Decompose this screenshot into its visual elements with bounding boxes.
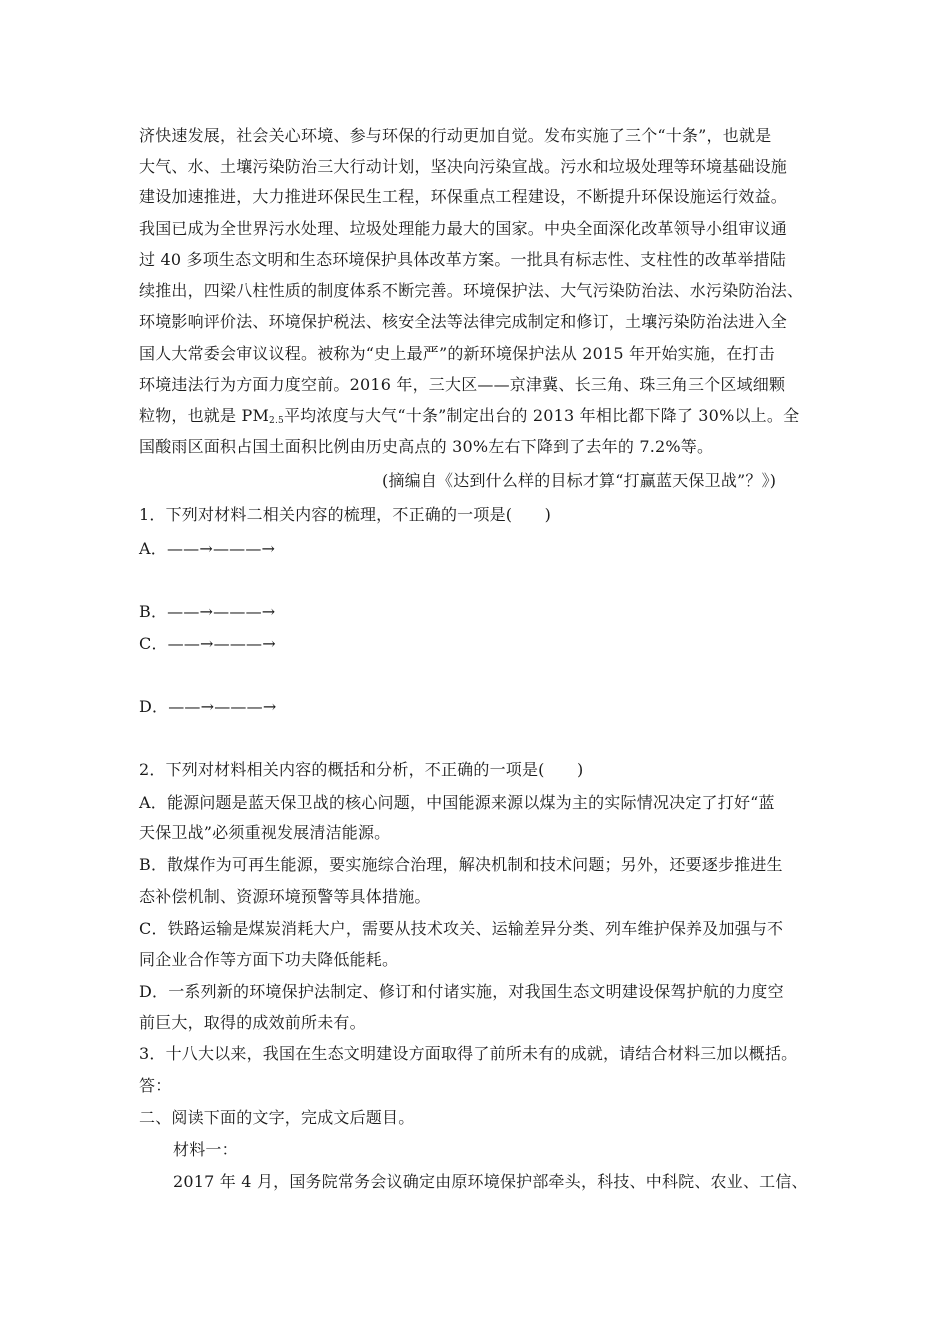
passage-line: 国人大常委会审议议程。被称为“史上最严”的新环境保护法从 2015 年开始实施，在打击 xyxy=(139,344,775,363)
passage-line: 环境违法行为方面力度空前。2016 年，三大区——京津冀、长三角、珠三角三个区域细颗 xyxy=(139,375,786,394)
material-1-label: 材料一： xyxy=(173,1140,238,1159)
q1-option-a: A．——→———→ xyxy=(139,539,276,558)
q2-option-c: C．铁路运输是煤炭消耗大户，需要从技术攻关、运输差异分类、列车维护保养及加强与不 xyxy=(139,919,784,938)
passage-line: 国酸雨区面积占国土面积比例由历史高点的 30%左右下降到了去年的 7.2%等。 xyxy=(139,437,714,456)
passage-line: 我国已成为全世界污水处理、垃圾处理能力最大的国家。中央全面深化改革领导小组审议通 xyxy=(139,219,788,238)
q1-option-c: C．——→———→ xyxy=(139,634,276,653)
passage-line: 环境影响评价法、环境保护税法、核安全法等法律完成制定和修订，土壤污染防治法进入全 xyxy=(139,312,788,331)
passage-line: 建设加速推进，大力推进环保民生工程，环保重点工程建设，不断提升环保设施运行效益。 xyxy=(139,187,788,206)
q1-option-b: B．——→———→ xyxy=(139,602,276,621)
passage-line: 大气、水、土壤污染防治三大行动计划，坚决向污染宣战。污水和垃圾处理等环境基础设施 xyxy=(139,157,788,176)
question-3-stem: 3．十八大以来，我国在生态文明建设方面取得了前所未有的成就，请结合材料三加以概括。 xyxy=(139,1044,798,1063)
pm-text-before: 粒物，也就是 PM xyxy=(139,406,270,425)
q2-option-d-cont: 前巨大，取得的成效前所未有。 xyxy=(139,1013,366,1032)
q1-option-d: D．——→———→ xyxy=(139,697,277,716)
passage-line: 济快速发展，社会关心环境、参与环保的行动更加自觉。发布实施了三个“十条”，也就是 xyxy=(139,126,772,145)
pm-subscript: 2.5 xyxy=(269,416,284,426)
material-1-first-line: 2017 年 4 月，国务院常务会议确定由原环境保护部牵头，科技、中科院、农业、工信、 xyxy=(173,1172,808,1191)
q2-option-a: A．能源问题是蓝天保卫战的核心问题，中国能源来源以煤为主的实际情况决定了打好“蓝 xyxy=(139,793,775,812)
q2-option-c-cont: 同企业合作等方面下功夫降低能耗。 xyxy=(139,950,399,969)
pm-text-after: 平均浓度与大气“十条”制定出台的 2013 年相比都下降了 30%以上。全 xyxy=(283,406,800,425)
section-2-heading: 二、阅读下面的文字，完成文后题目。 xyxy=(139,1108,415,1127)
passage-line-pm xyxy=(139,405,799,432)
question-1-stem: 1．下列对材料二相关内容的梳理，不正确的一项是( ) xyxy=(139,505,552,524)
q2-option-d: D．一系列新的环境保护法制定、修订和付诸实施，对我国生态文明建设保驾护航的力度空 xyxy=(139,982,784,1001)
answer-label: 答： xyxy=(139,1076,172,1095)
passage-line: 过 40 多项生态文明和生态环境保护具体改革方案。一批具有标志性、支柱性的改革举措陆 xyxy=(139,250,786,269)
q2-option-b-cont: 态补偿机制、资源环境预警等具体措施。 xyxy=(139,887,431,906)
passage-line: 续推出，四梁八柱性质的制度体系不断完善。环境保护法、大气污染防治法、水污染防治法、 xyxy=(139,281,804,300)
q2-option-b: B．散煤作为可再生能源，要实施综合治理，解决机制和技术问题；另外，还要逐步推进生 xyxy=(139,855,783,874)
source-citation: (摘编自《达到什么样的目标才算“打赢蓝天保卫战”？》) xyxy=(382,471,777,490)
question-2-stem: 2．下列对材料相关内容的概括和分析，不正确的一项是( ) xyxy=(139,760,584,779)
q2-option-a-cont: 天保卫战”必须重视发展清洁能源。 xyxy=(139,823,391,842)
